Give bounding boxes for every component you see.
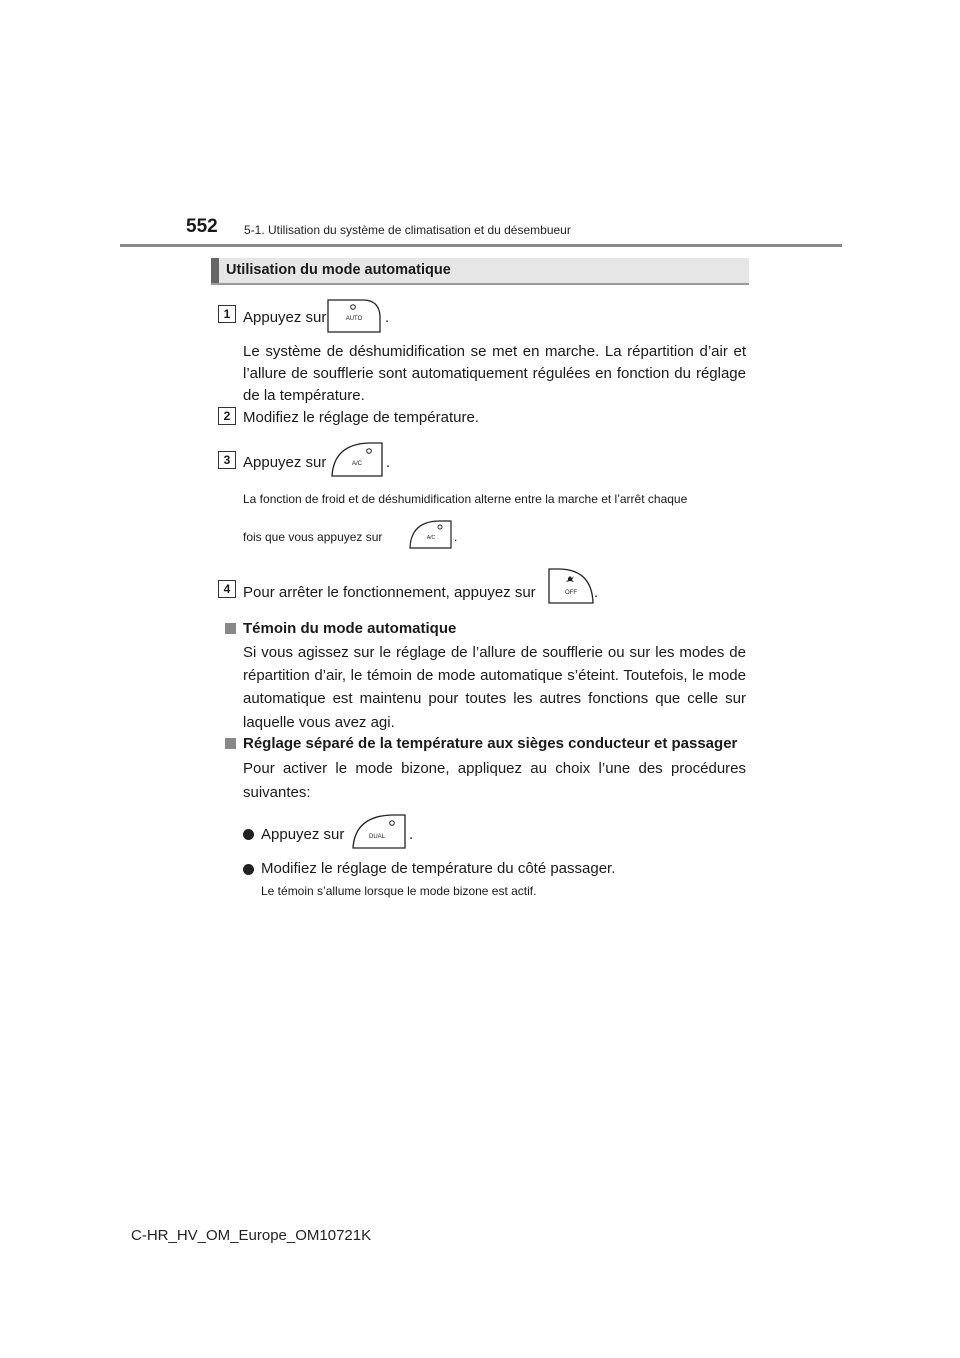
dual-button-label: DUAL bbox=[368, 834, 386, 840]
dual-button-icon bbox=[350, 812, 408, 850]
step-number-4: 4 bbox=[218, 580, 236, 598]
topic-body: Pour activer le mode bizone, appliquez au choix l’une des procédures suivantes: bbox=[243, 760, 746, 801]
step-1-after: . bbox=[385, 309, 390, 326]
step-3-note-line2-after: . bbox=[454, 530, 458, 544]
step-4-before: Pour arrêter le fonctionnement, appuyez sur bbox=[243, 584, 536, 601]
header-rule bbox=[120, 244, 842, 247]
ac-small-button-label: A/C bbox=[426, 535, 436, 541]
bullet-1-after: . bbox=[409, 826, 414, 843]
step-4-after: . bbox=[594, 584, 599, 601]
topic-title: Témoin du mode automatique bbox=[243, 620, 457, 637]
step-2-text: Modifiez le réglage de température. bbox=[243, 409, 479, 426]
topic-marker bbox=[225, 738, 236, 749]
bullet-dot bbox=[243, 829, 254, 840]
step-3-before: Appuyez sur bbox=[243, 454, 327, 471]
bullet-2-text: Modifiez le réglage de température du côté passager. bbox=[261, 860, 616, 877]
step-number-1: 1 bbox=[218, 305, 236, 323]
step-3-note-line2-before: fois que vous appuyez sur bbox=[243, 530, 383, 544]
ac-button-icon bbox=[329, 440, 385, 478]
step-number-2: 2 bbox=[218, 407, 236, 425]
bullet-note: Le témoin s’allume lorsque le mode bizone est actif. bbox=[261, 884, 537, 898]
step-1-description: Le système de déshumidification se met en marche. La répartition d’air et l’allure de soufflerie sont automatiquement régulées en fonction du réglage de la température. bbox=[243, 343, 746, 404]
topic-body: Si vous agissez sur le réglage de l’allure de soufflerie ou sur les modes de répartition d’air, le témoin de mode automatique s’éteint. Toutefois, le mode automatique est maintenu pour toutes les autres fonctions que celle sur laquelle vous avez agi. bbox=[243, 644, 746, 731]
ac-button-label: A/C bbox=[351, 461, 363, 467]
section-heading bbox=[211, 258, 749, 285]
auto-button-label: AUTO bbox=[345, 316, 363, 322]
breadcrumb: 5-1. Utilisation du système de climatisation et du désembueur bbox=[244, 223, 571, 237]
step-1-text bbox=[243, 307, 326, 329]
off-button-label: OFF bbox=[565, 590, 577, 596]
section-title: Utilisation du mode automatique bbox=[226, 262, 451, 278]
auto-button-icon bbox=[325, 296, 383, 336]
step-3-after: . bbox=[386, 454, 391, 471]
bullet-1-before: Appuyez sur bbox=[261, 826, 345, 843]
ac-small-button-icon bbox=[407, 518, 453, 550]
topic-marker bbox=[225, 623, 236, 634]
topic-title: Réglage séparé de la température aux sièges conducteur et passager bbox=[243, 735, 738, 752]
step-1-before: Appuyez sur bbox=[243, 309, 327, 326]
bullet-dot bbox=[243, 864, 254, 875]
step-number-3: 3 bbox=[218, 451, 236, 469]
step-3-note-line1: La fonction de froid et de déshumidification alterne entre la marche et l’arrêt chaque bbox=[243, 492, 688, 506]
off-button-icon bbox=[546, 566, 599, 606]
footer-doc-id: C-HR_HV_OM_Europe_OM10721K bbox=[131, 1227, 372, 1244]
section-heading-bar bbox=[211, 258, 219, 283]
page-number: 552 bbox=[186, 216, 218, 237]
